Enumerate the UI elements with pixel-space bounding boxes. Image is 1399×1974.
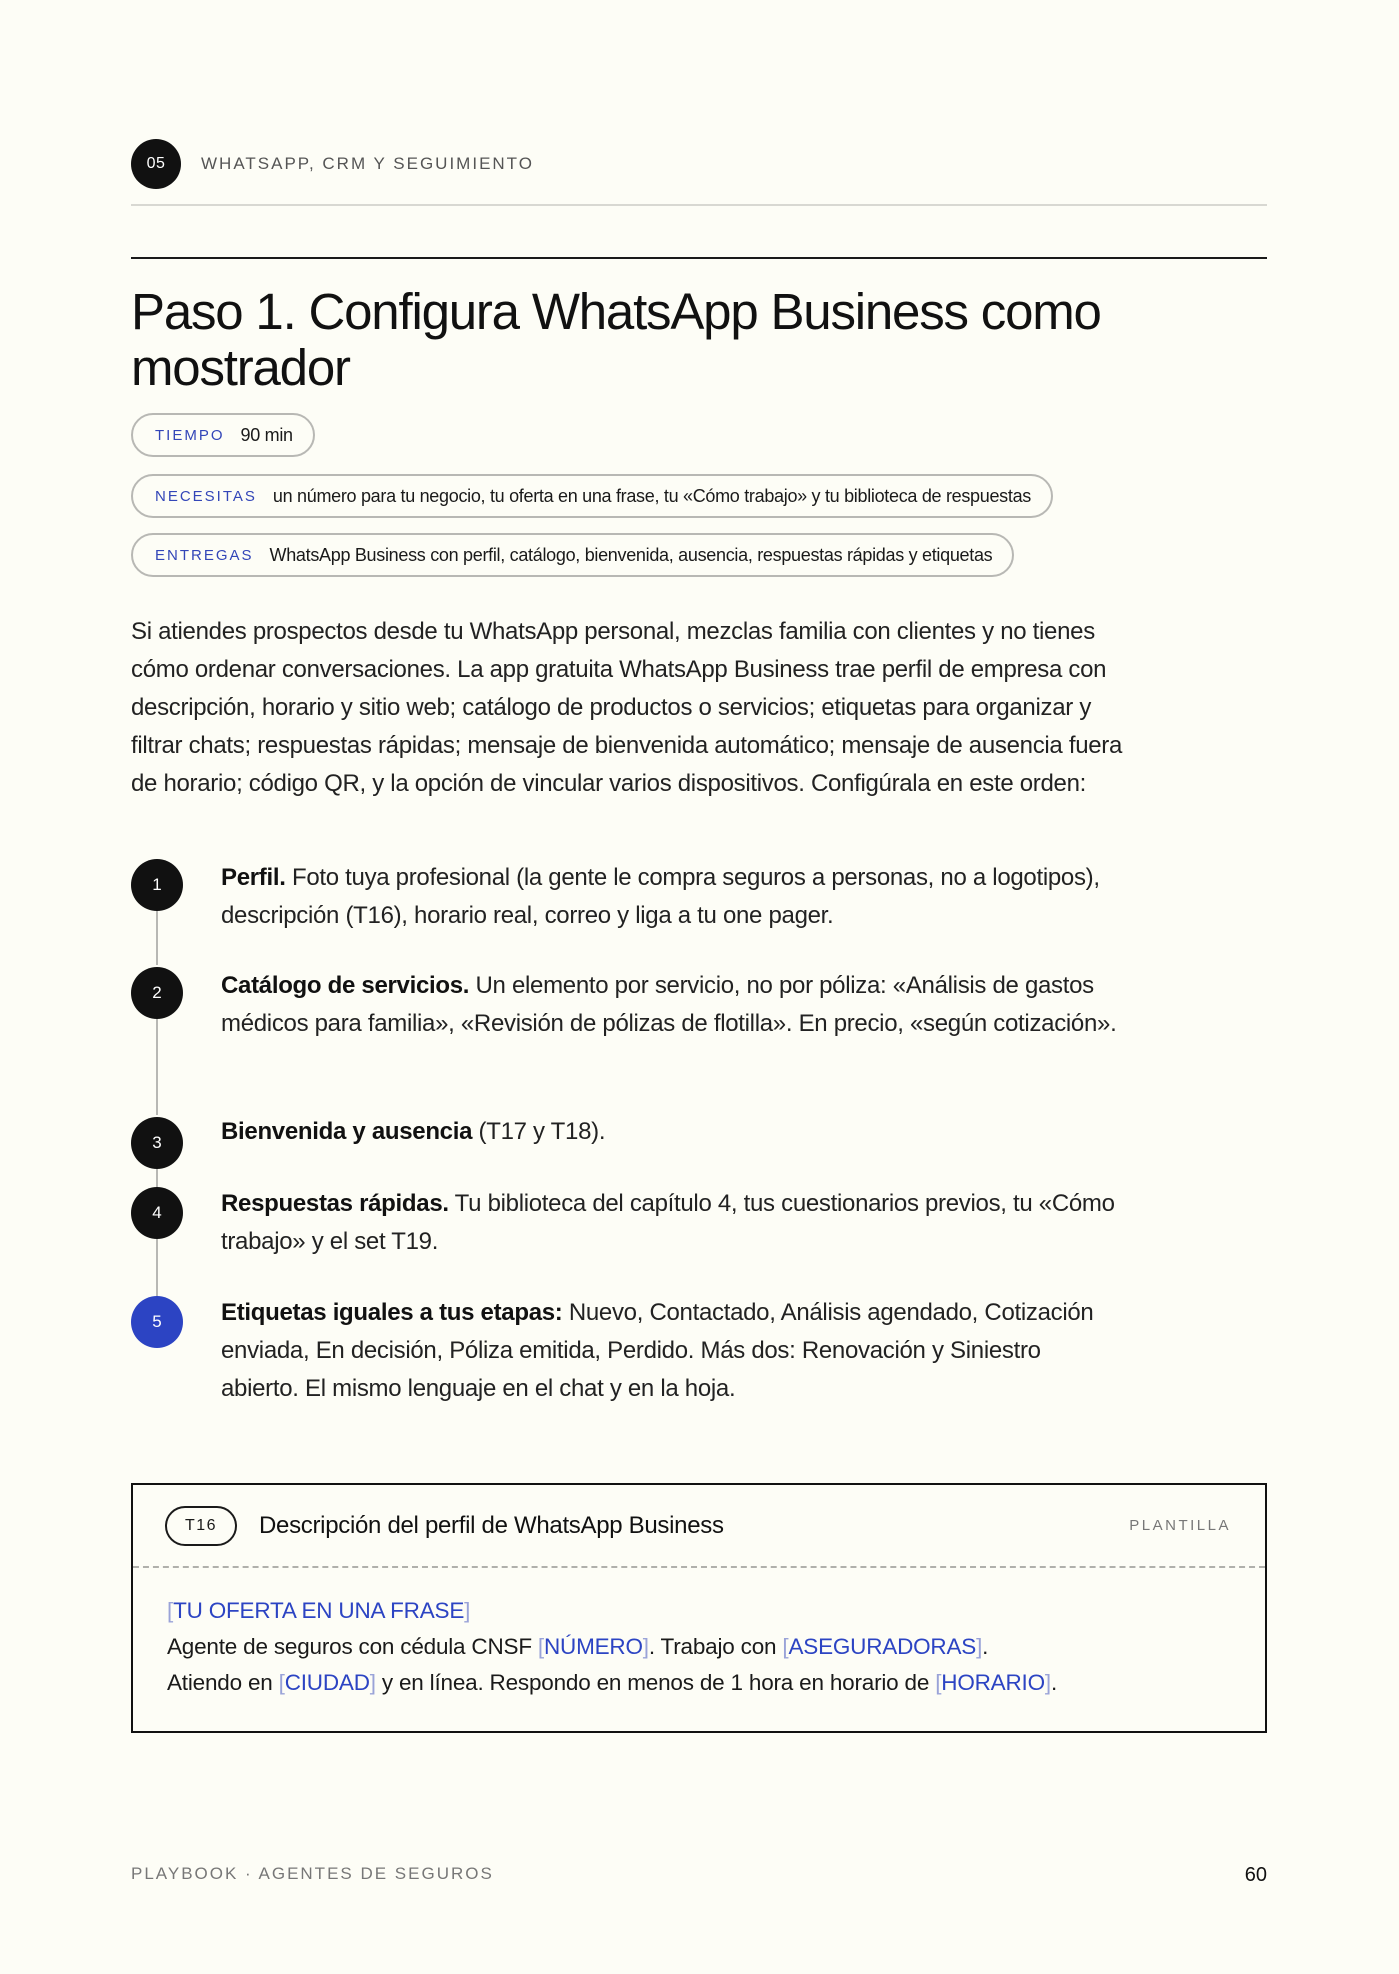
template-badge: T16	[165, 1506, 237, 1546]
bracket: ]	[464, 1598, 471, 1623]
template-line	[167, 1629, 1235, 1665]
step-body: Nuevo, Contactado, Análisis agendado, Cotización enviada, En decisión, Póliza emitida, Perdido. Más dos: Renovación y Siniestro abierto. El mismo lenguaje en el chat y en la hoja.	[221, 1299, 1094, 1402]
placeholder-horario: HORARIO	[941, 1670, 1045, 1695]
pill-key: NECESITAS	[155, 487, 257, 505]
pill-tiempo	[131, 413, 315, 457]
template-body	[167, 1593, 1235, 1701]
step-text-2	[221, 967, 1121, 1043]
pill-necesitas	[131, 474, 1053, 518]
pill-key: ENTREGAS	[155, 546, 254, 564]
step-heading: Perfil.	[221, 864, 286, 891]
pill-value: un número para tu negocio, tu oferta en una frase, tu «Cómo trabajo» y tu biblioteca de respuestas	[272, 485, 1031, 506]
bracket: [	[782, 1634, 789, 1659]
step-body: Foto tuya profesional (la gente le compra seguros a personas, no a logotipos), descripción (T16), horario real, correo y liga a tu one pager.	[221, 864, 1100, 929]
bracket: [	[167, 1598, 174, 1623]
template-kind-label: PLANTILLA	[1129, 1517, 1231, 1534]
pill-value: WhatsApp Business con perfil, catálogo, bienvenida, ausencia, respuestas rápidas y etiquetas	[269, 544, 993, 565]
header-divider	[131, 204, 1267, 206]
section-divider	[131, 257, 1267, 259]
step-heading: Respuestas rápidas.	[221, 1190, 449, 1217]
template-text: .	[1050, 1670, 1058, 1695]
step-number-1: 1	[131, 859, 183, 911]
step-text-4	[221, 1185, 1121, 1261]
step-number-5: 5	[131, 1296, 183, 1348]
placeholder-aseguradoras: ASEGURADORAS	[788, 1634, 977, 1659]
step-body: Un elemento por servicio, no por póliza: «Análisis de gastos médicos para familia», «Revisión de pólizas de flotilla». En precio, «según cotización».	[221, 972, 1117, 1037]
pill-value: 90 min	[240, 424, 293, 445]
pill-key: TIEMPO	[155, 426, 225, 444]
pill-entregas	[131, 533, 1014, 577]
step-number-4: 4	[131, 1187, 183, 1239]
footer-label: PLAYBOOK · AGENTES DE SEGUROS	[131, 1864, 494, 1883]
template-text: Agente de seguros con cédula CNSF	[167, 1634, 538, 1659]
bracket: [	[537, 1634, 544, 1659]
placeholder-oferta: TU OFERTA EN UNA FRASE	[173, 1598, 465, 1623]
bracket: ]	[369, 1670, 376, 1695]
bracket: [	[935, 1670, 942, 1695]
step-text-5	[221, 1294, 1121, 1408]
step-connector	[156, 1239, 158, 1303]
step-number-3: 3	[131, 1117, 183, 1169]
template-line	[167, 1665, 1235, 1701]
template-line	[167, 1593, 1235, 1629]
step-body: Tu biblioteca del capítulo 4, tus cuestionarios previos, tu «Cómo trabajo» y el set T19.	[221, 1190, 1115, 1255]
template-title: Descripción del perfil de WhatsApp Business	[259, 1511, 724, 1539]
step-heading: Catálogo de servicios.	[221, 972, 470, 999]
page-number: 60	[1244, 1864, 1267, 1886]
chapter-header	[131, 138, 534, 190]
placeholder-ciudad: CIUDAD	[284, 1670, 370, 1695]
step-heading: Etiquetas iguales a tus etapas:	[221, 1299, 563, 1326]
template-text: Atiendo en	[167, 1670, 279, 1695]
page-title: Paso 1. Configura WhatsApp Business como mostrador	[131, 283, 1101, 396]
step-connector	[156, 911, 158, 965]
step-connector	[156, 1019, 158, 1115]
template-text: . Trabajo con	[648, 1634, 783, 1659]
chapter-title: WHATSAPP, CRM Y SEGUIMIENTO	[201, 154, 534, 173]
bracket: ]	[1044, 1670, 1051, 1695]
intro-paragraph: Si atiendes prospectos desde tu WhatsApp personal, mezclas familia con clientes y no tienes cómo ordenar conversaciones. La app gratuita WhatsApp Business trae perfil de empresa con descripción, horario y sitio web; catálogo de productos o servicios; etiquetas para organizar y filtrar chats; respuestas rápidas; mensaje de bienvenida automático; mensaje de ausencia fuera de horario; código QR, y la opción de vincular varios dispositivos. Configúrala en este orden:	[131, 618, 1123, 797]
template-divider	[133, 1566, 1265, 1568]
step-connector	[156, 1169, 158, 1187]
template-text: .	[982, 1634, 989, 1659]
template-text: y en línea. Respondo en menos de 1 hora en horario de	[375, 1670, 936, 1695]
step-body: (T17 y T18).	[472, 1118, 606, 1145]
bracket: ]	[976, 1634, 983, 1659]
chapter-number-badge: 05	[131, 139, 181, 189]
template-header	[133, 1485, 1265, 1566]
step-heading: Bienvenida y ausencia	[221, 1118, 473, 1145]
placeholder-numero: NÚMERO	[543, 1634, 643, 1659]
step-number-2: 2	[131, 967, 183, 1019]
step-text-3	[221, 1113, 1121, 1151]
bracket: ]	[642, 1634, 649, 1659]
bracket: [	[278, 1670, 285, 1695]
step-text-1	[221, 859, 1121, 935]
template-box	[131, 1483, 1267, 1733]
